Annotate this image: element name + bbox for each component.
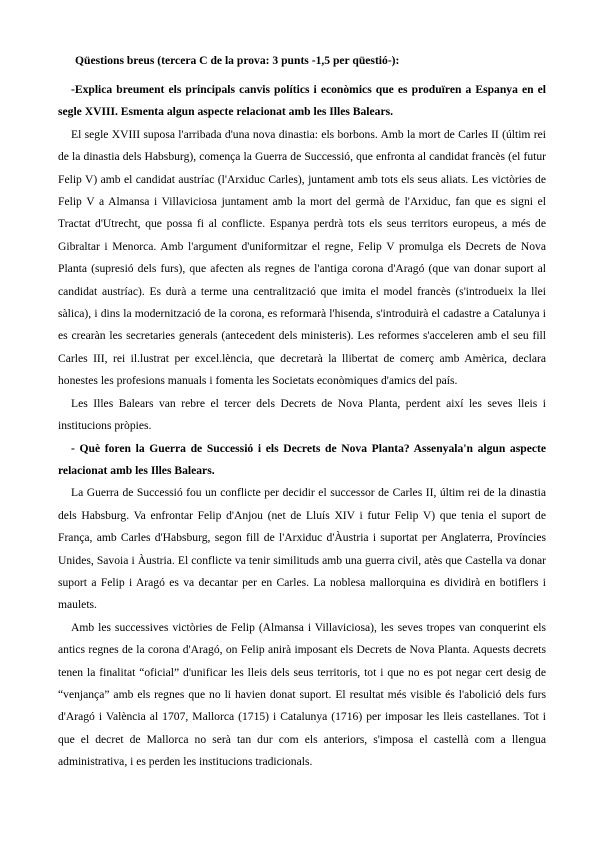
- answer-1-paragraph-2: Les Illes Balears van rebre el tercer dels Decrets de Nova Planta, perdent així les seves lleis i institucions pròpies.: [58, 396, 546, 433]
- section-heading: Qüestions breus (tercera C de la prova: 3 punts -1,5 per qüestió-):: [75, 54, 400, 67]
- document-body: [58, 79, 546, 774]
- answer-2-paragraph-1: La Guerra de Successió fou un conflicte per decidir el successor de Carles II, últim rei de la dinastia dels Habsburg. Va enfrontar Felip d'Anjou (net de Lluís XIV i futur Felip V) que tenia el suport de França, amb Carles d'Habsburg, segon fill de l'Arxiduc d'Àustria i suportat per Anglaterra, Províncies Unides, Savoia i Àustria. El conflicte va tenir similituds amb una guerra civil, atès que Castella va donar suport a Felip i Aragó es va decantar per en Carles. La noblesa mallorquina es dividirà en botiflers i maulets.: [58, 486, 546, 612]
- answer-1-paragraph-1: El segle XVIII suposa l'arribada d'una nova dinastia: els borbons. Amb la mort de Carles II (últim rei de la dinastia dels Habsburg), comença la Guerra de Successió, que enfronta al candidat francès (el futur Felip V) amb el candidat austríac (l'Arxiduc Carles), juntament amb tots els seus aliats. Les victòries de Felip V a Almansa i Villaviciosa juntament amb la mort del germà de l'Arxiduc, fan que es signi el Tractat d'Utrecht, que possa fi al conflicte. Espanya perdrà tots els seus territors europeus, a més de Gibraltar i Menorca. Amb l'argument d'uniformitzar el regne, Felip V promulga els Decrets de Nova Planta (supresió dels furs), que afecten als regnes de l'antiga corona d'Aragó (que van donar suport al candidat austríac). Es durà a terme una centralització que imita el model francès (s'introdueix la llei sàlica), i dins la modernització de la corona, es reformarà l'hisenda, s'introduirà el cadastre a Catalunya i es crearàn les secretaries generals (antecedent dels ministeris). Les reformes s'acceleren amb el seu fill Carles III, rei il.lustrat per excel.lència, que decretarà la llibertat de comerç amb Amèrica, declara honestes les profesions manuals i fomenta les Societats econòmiques d'amics del país.: [58, 127, 546, 388]
- answer-2-paragraph-2: Amb les successives victòries de Felip (Almansa i Villaviciosa), les seves tropes van conquerint els antics regnes de la corona d'Aragó, on Felip anirà imposant els Decrets de Nova Planta. Aquests decrets tenen la finalitat “oficial” d'unificar les lleis dels seus territoris, tot i que no es pot negar cert desig de “venjança” amb els regnes que no li havien donat suport. El resultat més visible és l'abolició dels furs d'Aragó i València al 1707, Mallorca (1715) i Catalunya (1716) per imposar les lleis castellanes. Tot i que el decret de Mallorca no serà tan dur com els anteriors, s'imposa el castellà com a llengua administrativa, i es perden les institucions tradicionals.: [58, 620, 546, 769]
- question-2: - Què foren la Guerra de Successió i els Decrets de Nova Planta? Assenyala'n algun aspecte relacionat amb les Illes Balears.: [58, 441, 546, 477]
- question-1: -Explica breument els principals canvis polítics i econòmics que es produïren a Espanya en el segle XVIII. Esmenta algun aspecte relacionat amb les Illes Balears.: [58, 83, 546, 119]
